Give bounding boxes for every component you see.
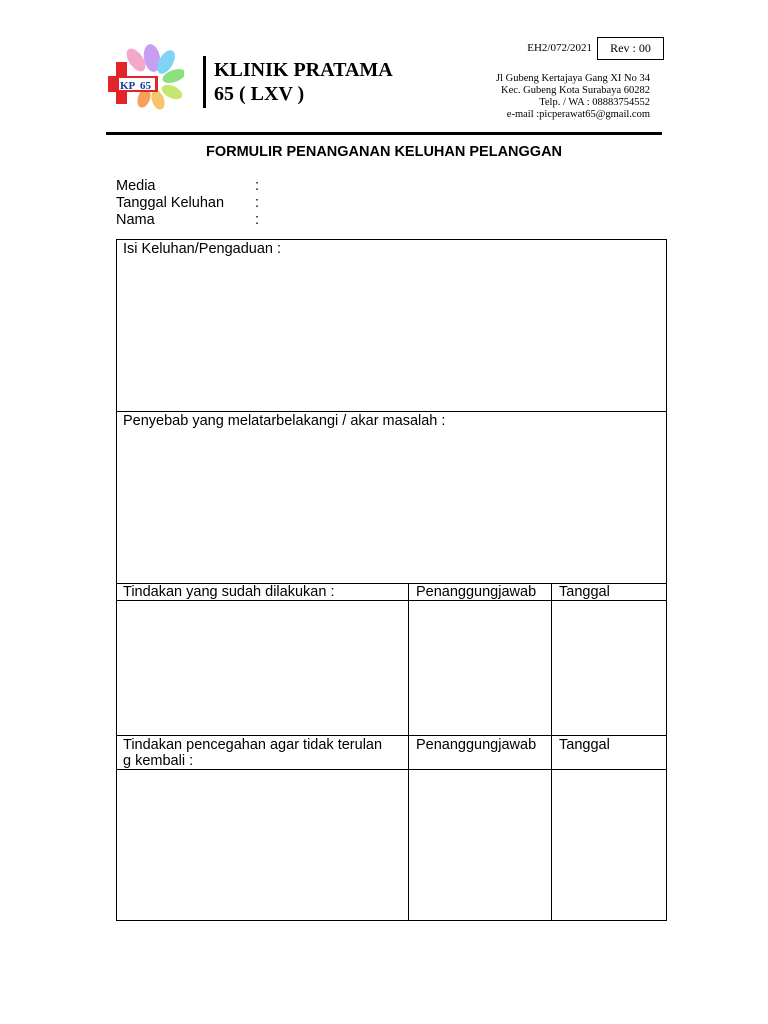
pic-header-2: Penanggungjawab [416, 737, 537, 753]
field-label-media: Media [116, 178, 156, 194]
row-divider-4 [116, 735, 667, 736]
revision-box: Rev : 00 [597, 37, 664, 60]
field-label-nama: Nama [116, 212, 155, 228]
email-line: e-mail :picperawat65@gmail.com [506, 109, 650, 120]
column-divider-1 [408, 583, 409, 921]
actions-taken-label: Tindakan yang sudah dilakukan : [123, 584, 335, 600]
clinic-name-line2: 65 ( LXV ) [214, 83, 305, 105]
logo-text-left: KP [120, 80, 136, 92]
date-header-2: Tanggal [559, 737, 610, 753]
row-divider-5 [116, 769, 667, 770]
date-header-1: Tanggal [559, 584, 610, 600]
logo-text-right: 65 [140, 80, 151, 92]
row-divider-1 [116, 411, 667, 412]
complaint-label: Isi Keluhan/Pengaduan : [123, 241, 282, 257]
prevention-label-line1: Tindakan pencegahan agar tidak terulan [123, 737, 383, 753]
field-colon-tanggal-keluhan: : [255, 195, 260, 211]
phone-line: Telp. / WA : 08883754552 [539, 97, 650, 108]
form-title: FORMULIR PENANGANAN KELUHAN PELANGGAN [205, 144, 563, 160]
header-divider [203, 56, 206, 108]
clinic-name-line1: KLINIK PRATAMA [214, 59, 393, 81]
field-colon-media: : [255, 178, 260, 194]
header-rule [106, 132, 662, 135]
row-divider-3 [116, 600, 667, 601]
prevention-label-line2: g kembali : [123, 753, 194, 769]
address-line-1: Jl Gubeng Kertajaya Gang XI No 34 [496, 73, 650, 84]
document-code: EH2/072/2021 [527, 42, 592, 54]
column-divider-2 [551, 583, 552, 921]
root-cause-label: Penyebab yang melatarbelakangi / akar masalah : [123, 413, 446, 429]
field-label-tanggal-keluhan: Tanggal Keluhan [116, 195, 225, 211]
clinic-logo [108, 44, 184, 110]
form-table [116, 239, 667, 921]
pic-header-1: Penanggungjawab [416, 584, 537, 600]
field-colon-nama: : [255, 212, 260, 228]
address-line-2: Kec. Gubeng Kota Surabaya 60282 [501, 85, 650, 96]
